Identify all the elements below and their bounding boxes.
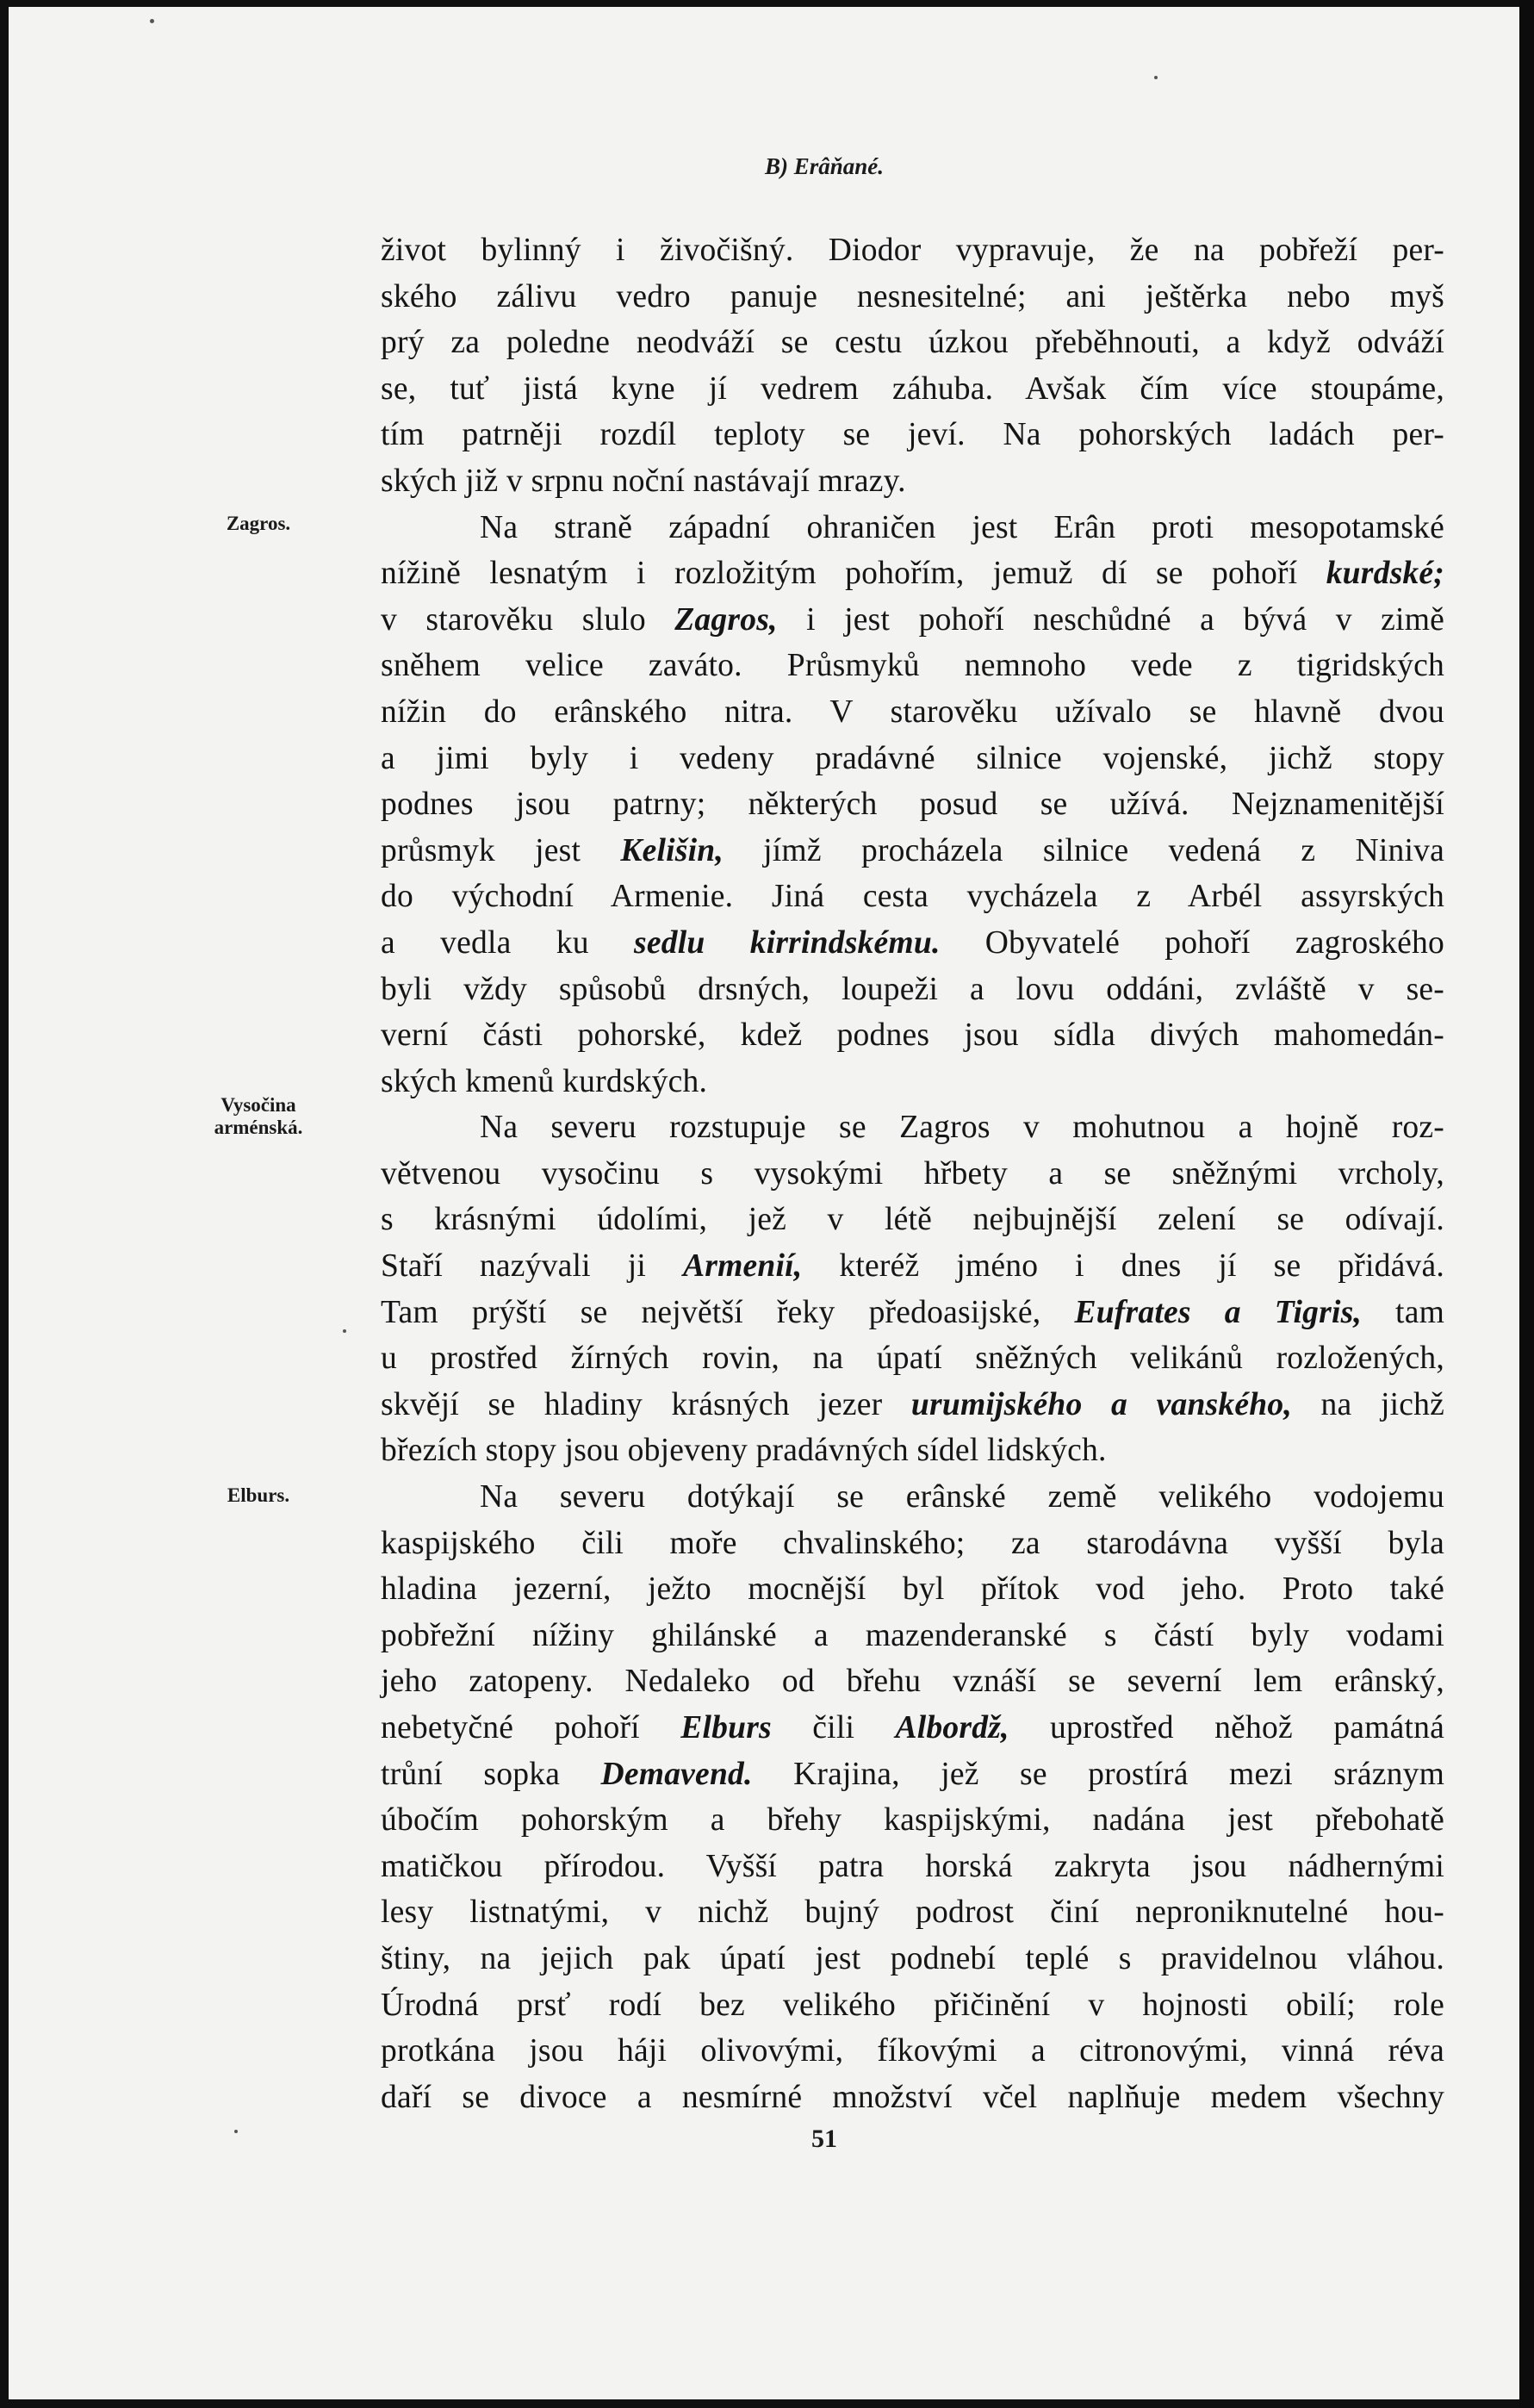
- text-segment: nížině lesnatým i rozložitým pohořím, jemuž dí se pohoří: [381, 556, 1326, 592]
- text-line: prý za poledne neodváží se cestu úzkou přeběhnouti, a když odváží: [381, 325, 1444, 361]
- text-line: Na straně západní ohraničen jest Erân proti mesopotamské: [480, 509, 1444, 545]
- text-segment: kteréž jméno i dnes jí se přidává.: [802, 1248, 1444, 1285]
- italic-term: kurdské;: [1326, 556, 1444, 592]
- text-line: tím patrněji rozdíl teploty se jeví. Na pohorských ladách per-: [381, 417, 1444, 453]
- text-segment: a vedla ku: [381, 924, 635, 961]
- italic-term: urumijského a vanského,: [910, 1386, 1292, 1422]
- italic-term: Armenií,: [683, 1248, 803, 1285]
- text-line: štiny, na jejich pak úpatí jest podnebí teplé s pravidelnou vláhou.: [381, 1940, 1444, 1976]
- text-line: [381, 551, 1444, 597]
- text-segment: Krajina, jež se prostírá mezi sráznym: [752, 1756, 1444, 1792]
- margin-note-vysocina-line-2: arménská.: [214, 1117, 303, 1138]
- text-segment: trůní sopka: [381, 1756, 601, 1792]
- text-line: [381, 920, 1444, 967]
- paper-speck: [1154, 76, 1158, 79]
- text-segment: průsmyk jest: [381, 832, 621, 868]
- text-segment: tam: [1362, 1294, 1445, 1330]
- italic-term: Demavend.: [600, 1756, 753, 1792]
- text-line: byli vždy spůsobů drsných, loupeži a lovu oddáni, zvláště v se-: [381, 971, 1444, 1007]
- italic-term: sedlu kirrindskému.: [634, 924, 941, 961]
- margin-note-elburs: Elburs.: [227, 1484, 290, 1506]
- italic-term: Elburs: [680, 1710, 772, 1745]
- italic-term: Albordž,: [895, 1710, 1009, 1745]
- text-segment: nebetyčné pohoří: [381, 1710, 681, 1745]
- text-line: podnes jsou patrny; některých posud se užívá. Nejznamenitější: [381, 787, 1444, 823]
- text-line: [381, 1243, 1444, 1290]
- text-line: hladina jezerní, ježto mocnější byl přítok vod jeho. Proto také: [381, 1571, 1444, 1608]
- text-line: [381, 1752, 1444, 1798]
- text-line: ského zálivu vedro panuje nesnesitelné; ani ještěrka nebo myš: [381, 278, 1444, 314]
- running-header: B) Erâňané.: [764, 153, 885, 179]
- scan-border: [1519, 0, 1534, 2408]
- text-line: ských již v srpnu noční nastávají mrazy.: [381, 463, 906, 499]
- text-line: verní části pohorské, kdež podnes jsou sídla divých mahomedán-: [381, 1017, 1444, 1054]
- text-segment: Obyvatelé pohoří zagroského: [940, 924, 1444, 961]
- text-line: [381, 1290, 1444, 1336]
- text-segment: i jest pohoří neschůdné a bývá v zimě: [777, 601, 1445, 638]
- paper-speck: [234, 2130, 238, 2133]
- book-page: [9, 7, 1519, 2399]
- page-number: 51: [811, 2125, 837, 2153]
- text-line: protkána jsou háji olivovými, fíkovými a citronovými, vinná réva: [381, 2033, 1444, 2069]
- text-line: se, tuť jistá kyne jí vedrem záhuba. Avšak čím více stoupáme,: [381, 370, 1444, 407]
- text-segment: čili: [771, 1710, 896, 1745]
- text-line: daří se divoce a nesmírné množství včel naplňuje medem všechny: [381, 2079, 1444, 2115]
- text-line: Úrodná prsť rodí bez velikého přičinění v hojnosti obilí; role: [381, 1987, 1444, 2023]
- text-line: život bylinný i živočišný. Diodor vypravuje, že na pobřeží per-: [381, 233, 1444, 268]
- text-line: s krásnými údolími, jež v létě nejbujnější zelení se odívají.: [381, 1202, 1444, 1238]
- text-line: u prostřed žírných rovin, na úpatí sněžných velikánů rozložených,: [381, 1341, 1444, 1377]
- text-line: nížin do erânského nitra. V starověku užívalo se hlavně dvou: [381, 694, 1444, 730]
- text-line: [381, 1705, 1444, 1752]
- italic-term: Zagros,: [674, 601, 778, 638]
- text-line: [381, 1382, 1444, 1428]
- text-line: matičkou přírodou. Vyšší patra horská zakryta jsou nádhernými: [381, 1848, 1444, 1884]
- text-line: sněhem velice zaváto. Průsmyků nemnoho vede z tigridských: [381, 648, 1444, 684]
- text-line: kaspijského čili moře chvalinského; za starodávna vyšší byla: [381, 1525, 1444, 1561]
- margin-note-vysocina: [181, 1094, 336, 1139]
- text-line: [381, 828, 1444, 874]
- text-line: pobřežní nížiny ghilánské a mazenderanské s částí byly vodami: [381, 1617, 1444, 1653]
- text-line: [381, 597, 1444, 644]
- text-line: ských kmenů kurdských.: [381, 1063, 708, 1099]
- text-segment: Tam prýští se největší řeky předoasijské,: [381, 1294, 1075, 1330]
- paper-speck: [343, 1329, 346, 1333]
- text-line: lesy listnatými, v nichž bujný podrost činí neproniknutelné hou-: [381, 1895, 1444, 1931]
- text-line: a jimi byly i vedeny pradávné silnice vojenské, jichž stopy: [381, 740, 1444, 776]
- paper-speck: [150, 19, 154, 23]
- text-segment: uprostřed něhož památná: [1009, 1710, 1444, 1745]
- text-segment: Staří nazývali ji: [381, 1248, 684, 1285]
- text-segment: v starověku slulo: [381, 601, 675, 638]
- margin-note-vysocina-line-1: Vysočina: [220, 1094, 296, 1116]
- text-line: do východní Armenie. Jiná cesta vycházela z Arbél assyrských: [381, 879, 1444, 915]
- text-segment: jímž procházela silnice vedená z Niniva: [723, 832, 1444, 868]
- text-segment: na jichž: [1291, 1386, 1444, 1422]
- text-line: úbočím pohorským a břehy kaspijskými, nadána jest přebohatě: [381, 1802, 1444, 1839]
- text-line: Na severu rozstupuje se Zagros v mohutnou a hojně roz-: [480, 1110, 1444, 1146]
- text-line: Na severu dotýkají se erânské země velikého vodojemu: [480, 1479, 1444, 1515]
- text-line: větvenou vysočinu s vysokými hřbety a se sněžnými vrcholy,: [381, 1155, 1444, 1192]
- body-text: [381, 227, 1444, 2120]
- italic-term: Eufrates a Tigris,: [1074, 1294, 1363, 1330]
- italic-term: Kelišin,: [620, 832, 724, 868]
- margin-note-zagros: Zagros.: [226, 513, 291, 534]
- text-line: březích stopy jsou objeveny pradávných sídel lidských.: [381, 1433, 1107, 1469]
- text-segment: skvějí se hladiny krásných jezer: [381, 1386, 911, 1422]
- text-line: jeho zatopeny. Nedaleko od břehu vznáší se severní lem erânský,: [381, 1664, 1444, 1700]
